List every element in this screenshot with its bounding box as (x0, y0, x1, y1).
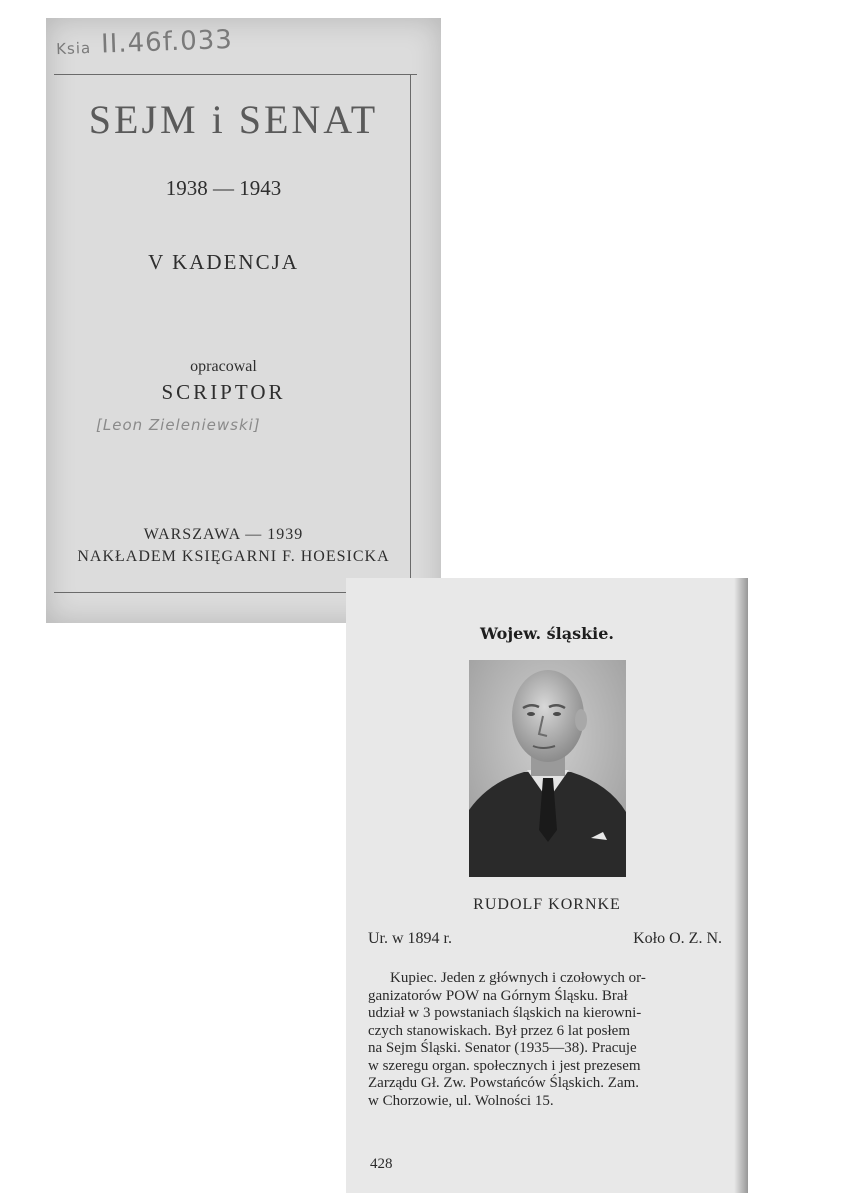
biography-line: ganizatorów POW na Górnym Śląsku. Brał (368, 987, 628, 1004)
book-years: 1938 — 1943 (165, 176, 282, 200)
senator-portrait-photo (469, 660, 626, 877)
publisher-line: NAKŁADEM KSIĘGARNI F. HOESICKA (77, 548, 390, 565)
biography-line: Zarządu Gł. Zw. Powstańców Śląskich. Zam. (368, 1075, 640, 1091)
title-page-scan (46, 18, 441, 623)
frame-line-top (54, 74, 417, 75)
portrait-illustration (469, 660, 626, 877)
biography-line: w szeregu organ. społecznych i jest prezesem (368, 1057, 641, 1074)
compiled-by-label: opracowal (190, 358, 257, 375)
call-number-prefix: Ksia (55, 38, 92, 59)
biography-line: w Chorzowie, ul. Wolności 15. (368, 1092, 554, 1109)
parliamentary-club: Koło O. Z. N. (633, 930, 722, 947)
biography-page-scan (346, 578, 748, 1193)
frame-line-right (410, 74, 411, 593)
biography-text (368, 970, 724, 1110)
book-term: V KADENCJA (148, 250, 299, 274)
biography-line: Kupiec. Jeden z głównych i czołowych or- (390, 970, 646, 986)
region-header: Wojew. śląskie. (480, 624, 614, 643)
library-call-number (56, 25, 234, 61)
call-number-value: II.46f.033 (100, 24, 234, 60)
page-number: 428 (370, 1156, 393, 1172)
book-author: SCRIPTOR (161, 380, 286, 404)
publication-city-year: WARSZAWA — 1939 (143, 526, 304, 543)
biography-line: na Sejm Śląski. Senator (1935—38). Pracuje (368, 1040, 637, 1056)
senator-name: RUDOLF KORNKE (473, 896, 621, 913)
biography-line: udział w 3 powstaniach śląskich na kierowni- (368, 1005, 642, 1021)
book-title: SEJM i SENAT (88, 97, 379, 142)
birth-year: Ur. w 1894 r. (368, 930, 452, 947)
handwritten-author-note: [Leon Zieleniewski] (96, 416, 261, 434)
biography-line: czych stanowiskach. Był przez 6 lat posłem (368, 1022, 631, 1039)
